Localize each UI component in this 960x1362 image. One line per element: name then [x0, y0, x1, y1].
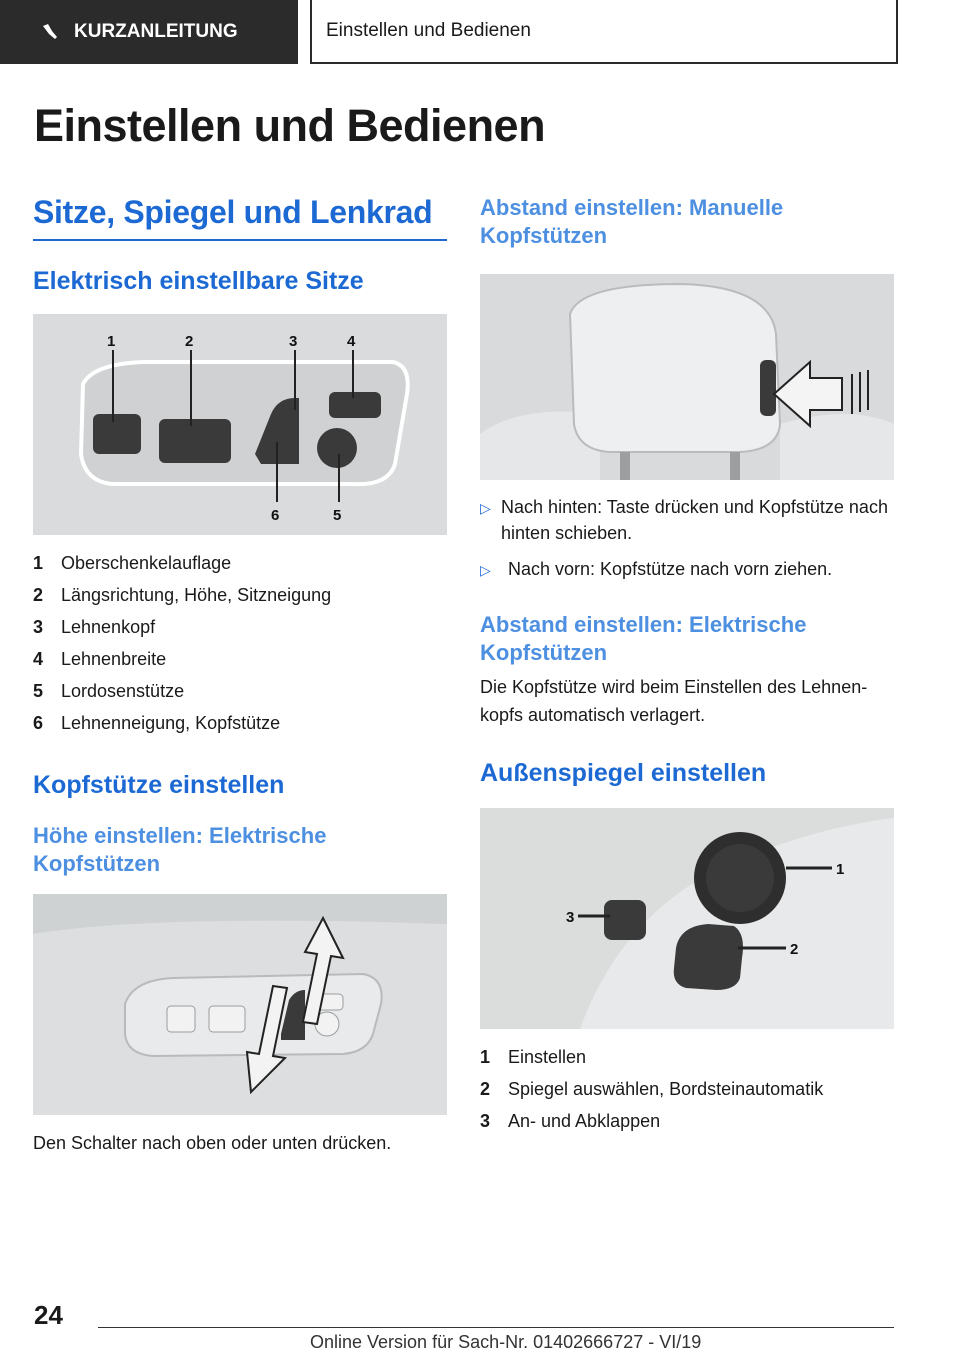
mirror-callout-1: 1 [836, 861, 845, 878]
seat-callout-2: 2 [185, 333, 194, 350]
list-item: 5 Lordosenstütze [33, 681, 185, 701]
electric-headrest-heading: Abstand einstellen: Elektrische Kopfstützen [480, 612, 807, 665]
lightning-icon [40, 22, 60, 42]
list-item: 2 Längsrichtung, Höhe, Sitzneigung [33, 585, 332, 605]
mirror-callout-2: 2 [790, 941, 799, 958]
seats-heading: Elektrisch einstellbare Sitze [33, 267, 364, 295]
list-item: 1 Oberschenkelauflage [33, 553, 232, 573]
breadcrumb-text: Einstellen und Bedienen [326, 20, 531, 41]
list-item: 4 Lehnenbreite [33, 649, 167, 669]
headrest-caption: Den Schalter nach oben oder unten drücken. [33, 1133, 392, 1153]
header-tab[interactable] [0, 0, 298, 64]
list-item: 3 An- und Abklappen [480, 1111, 661, 1131]
seat-callout-3: 3 [289, 333, 298, 350]
footer-text: Online Version für Sach-Nr. 01402666727 - VI/19 [310, 1332, 702, 1352]
manual-headrest-steps [480, 494, 894, 583]
list-item: ▷ Nach hinten: Taste drücken und Kopfstütze nach hinten schieben. [480, 494, 894, 546]
footer-divider [98, 1327, 894, 1328]
list-item: 3 Lehnenkopf [33, 617, 156, 637]
list-item: ▷ Nach vorn: Kopfstütze nach vorn ziehen. [480, 556, 894, 583]
seat-callout-1: 1 [107, 333, 116, 350]
mirror-heading: Außenspiegel einstellen [480, 759, 767, 787]
list-item: 2 Spiegel auswählen, Bordsteinautomatik [480, 1079, 824, 1099]
section-title: Sitze, Spiegel und Lenkrad [33, 188, 447, 241]
left-column [33, 188, 447, 1157]
manual-headrest-figure [480, 274, 894, 480]
mirror-controls-figure [480, 808, 894, 1029]
mirror-callout-3: 3 [566, 909, 575, 926]
breadcrumb [310, 0, 898, 64]
headrest-heading: Kopfstütze einstellen [33, 771, 285, 799]
seat-controls-figure [33, 314, 447, 535]
headrest-height-heading: Höhe einstellen: Elektrische Kopfstützen [33, 823, 327, 876]
manual-headrest-heading: Abstand einstellen: Manuelle Kopfstützen [480, 195, 784, 248]
triangle-bullet-icon: ▷ [480, 500, 491, 516]
triangle-bullet-icon: ▷ [480, 562, 491, 578]
seat-callout-4: 4 [347, 333, 356, 350]
headrest-switch-figure [33, 894, 447, 1115]
right-column [480, 188, 894, 1137]
header-tab-label: KURZANLEITUNG [74, 21, 238, 42]
electric-headrest-text: Die Kopfstütze wird beim Einstellen des Lehnen-kopfs automatisch verlagert. [480, 677, 868, 725]
seat-callout-6: 6 [271, 507, 280, 524]
seat-legend [33, 547, 447, 739]
mirror-legend [480, 1041, 894, 1137]
list-item: 1 Einstellen [480, 1047, 587, 1067]
list-item: 6 Lehnenneigung, Kopfstütze [33, 713, 281, 733]
page-number: 24 [34, 1300, 63, 1330]
seat-callout-5: 5 [333, 507, 342, 524]
page-title: Einstellen und Bedienen [34, 100, 546, 151]
